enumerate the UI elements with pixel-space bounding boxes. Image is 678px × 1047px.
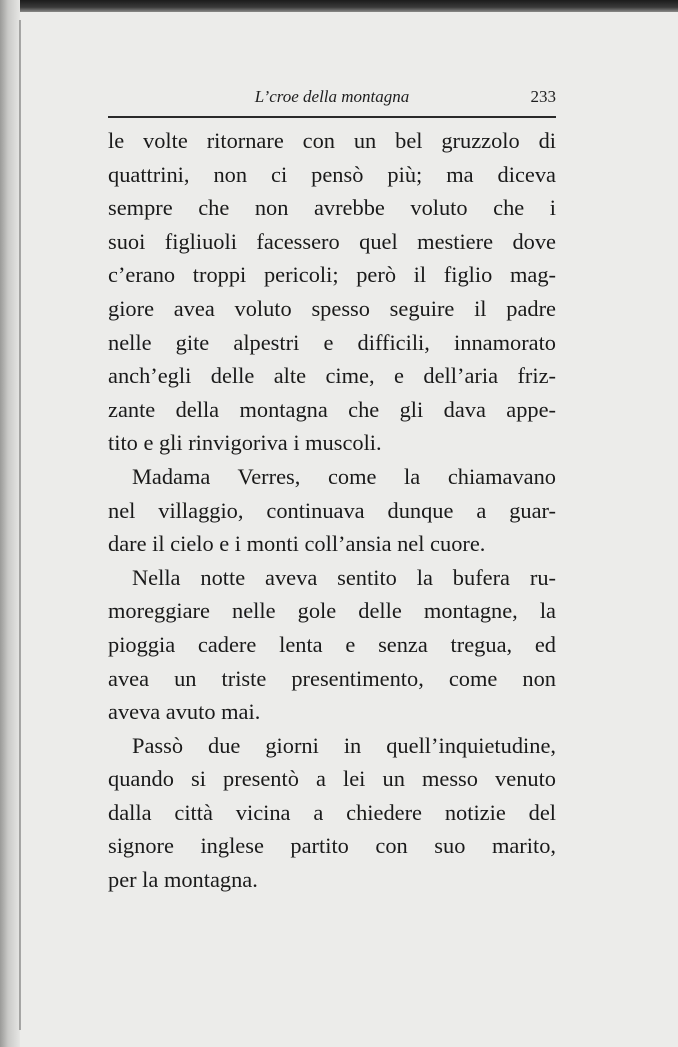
text-line: avea un triste presentimento, come non	[108, 665, 556, 691]
running-header	[108, 87, 556, 111]
text-line: Nella notte aveva sentito la bufera ru-	[132, 564, 556, 590]
text-line: pioggia cadere lenta e senza tregua, ed	[108, 631, 556, 657]
paragraph-2	[108, 460, 556, 561]
text-line: anch’egli delle alte cime, e dell’aria friz-	[108, 363, 556, 389]
text-line: tito e gli rinvigoriva i muscoli.	[108, 430, 382, 456]
text-line: zante della montagna che gli dava appe-	[108, 396, 556, 422]
paragraph-4	[108, 729, 556, 897]
binding-line	[19, 20, 21, 1030]
paragraph-3	[108, 561, 556, 729]
scan-top-border	[0, 0, 678, 12]
text-line: Madama Verres, come la chiamavano	[132, 463, 556, 489]
text-line: quando si presentò a lei un messo venuto	[108, 766, 556, 792]
text-line: per la montagna.	[108, 867, 258, 893]
text-line: Passò due giorni in quell’inquietudine,	[132, 732, 556, 758]
header-rule	[108, 116, 556, 118]
text-line: nel villaggio, continuava dunque a guar-	[108, 497, 556, 523]
text-line: c’erano troppi pericoli; però il figlio mag-	[108, 262, 556, 288]
text-line: dalla città vicina a chiedere notizie del	[108, 799, 556, 825]
text-line: le volte ritornare con un bel gruzzolo di	[108, 128, 556, 153]
running-title: L’croe della montagna	[254, 87, 410, 106]
body-text	[108, 124, 556, 897]
text-line: sempre che non avrebbe voluto che i	[108, 195, 556, 221]
text-line: signore inglese partito con suo marito,	[108, 833, 556, 859]
text-line: giore avea voluto spesso seguire il padre	[108, 295, 556, 321]
text-line: quattrini, non ci pensò più; ma diceva	[108, 161, 556, 187]
text-line: moreggiare nelle gole delle montagne, la	[108, 598, 556, 624]
text-line: aveva avuto mai.	[108, 699, 261, 725]
text-line: suoi figliuoli facessero quel mestiere dove	[108, 228, 556, 254]
text-line: dare il cielo e i monti coll’ansia nel cuore.	[108, 531, 486, 557]
text-line: nelle gite alpestri e difficili, innamorato	[108, 329, 556, 355]
page-gutter-shadow	[0, 0, 20, 1047]
page-number: 233	[530, 87, 556, 106]
paragraph-1	[108, 124, 556, 460]
